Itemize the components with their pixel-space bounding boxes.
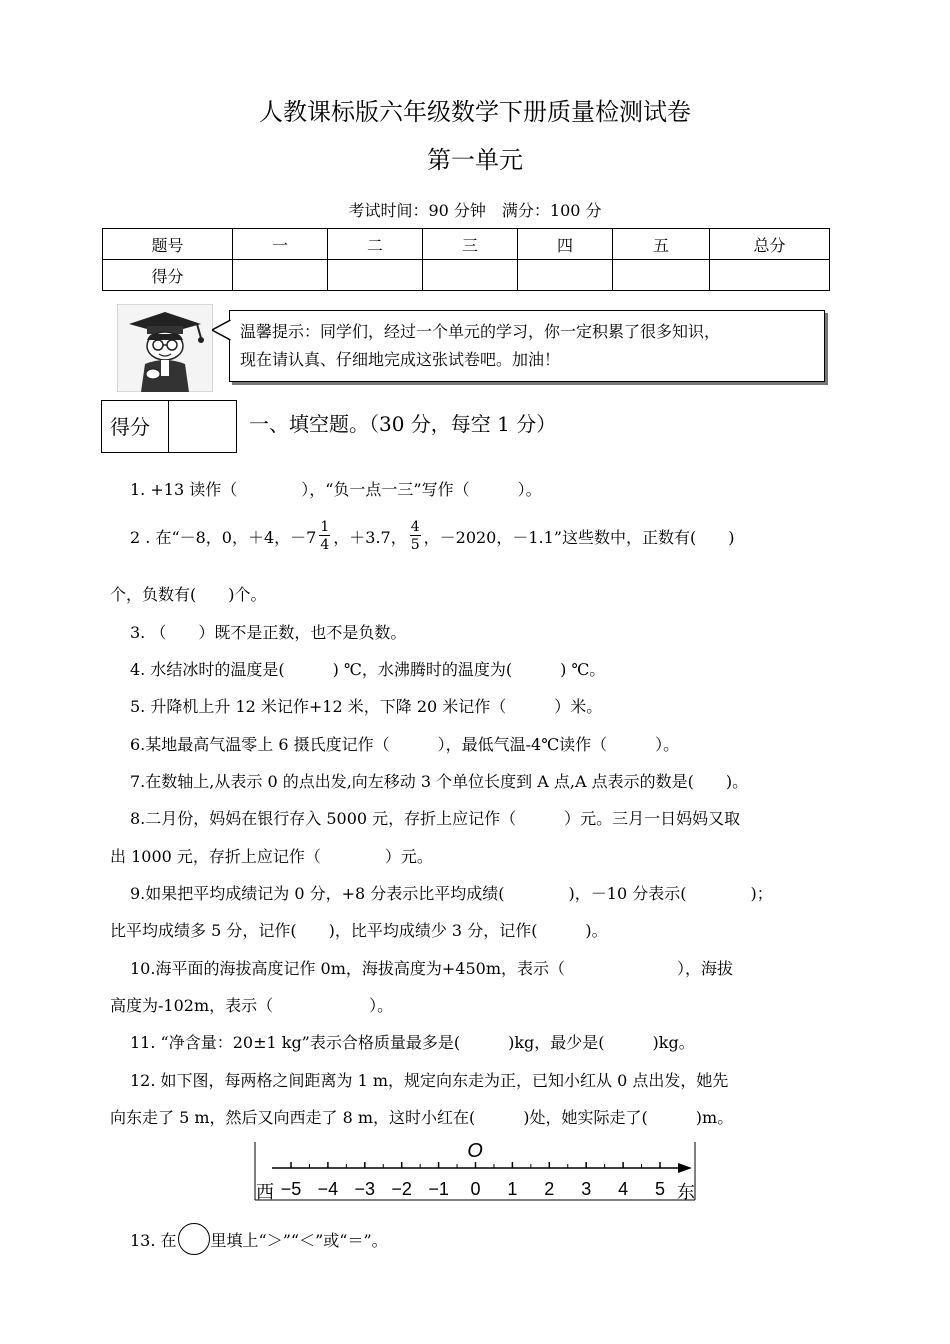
tip-line-2: 现在请认真、仔细地完成这张试卷吧。加油！ <box>240 350 561 369</box>
score-cell[interactable] <box>518 260 613 291</box>
header-cell: 五 <box>613 229 710 260</box>
header-cell: 四 <box>518 229 613 260</box>
tip-line-1: 温馨提示：同学们，经过一个单元的学习，你一定积累了很多知识， <box>240 322 721 341</box>
score-table-header-row <box>103 229 830 260</box>
score-cell[interactable] <box>710 260 830 291</box>
arrow-right-icon <box>678 1163 692 1173</box>
question-1: 1. +13 读作（ ），“负一点一三”写作（ ）。 <box>130 480 542 499</box>
question-3: 3. （ ）既不是正数，也不是负数。 <box>130 623 407 642</box>
section-title: 一、填空题。（30 分，每空 1 分） <box>249 412 557 436</box>
question-10: 10.海平面的海拔高度记作 0m，海拔高度为+450m，表示（ ），海拔 <box>130 959 734 978</box>
number-line-tick-label: 2 <box>544 1179 555 1199</box>
question-8: 8.二月份，妈妈在银行存入 5000 元，存折上应记作（ ）元。三月一日妈妈又取 <box>130 809 741 828</box>
question-10-continued: 高度为-102m，表示（ ）。 <box>110 996 394 1015</box>
q2-fraction-2: $\frac{4}{5}$ <box>410 519 420 553</box>
section-score-label: 得分 <box>110 415 150 439</box>
exam-info: 考试时间：90 分钟 满分：100 分 <box>348 201 602 220</box>
origin-label: O <box>467 1140 483 1162</box>
west-label: 西 <box>256 1182 274 1203</box>
section-score-box <box>101 400 237 453</box>
section-score-input[interactable] <box>169 401 236 452</box>
number-line-tick-label: −2 <box>391 1179 412 1199</box>
question-2 <box>130 512 734 560</box>
number-line-tick-label: −1 <box>428 1179 449 1199</box>
question-12: 12. 如下图，每两格之间距离为 1 m，规定向东走为正，已知小红从 0 点出发，她先 <box>130 1071 729 1090</box>
question-7: 7.在数轴上,从表示 0 的点出发,向左移动 3 个单位长度到 A 点,A 点表示的数是( )。 <box>130 772 749 791</box>
graduate-cartoon-icon <box>117 304 213 392</box>
east-label: 东 <box>677 1182 695 1203</box>
number-line <box>254 1138 696 1204</box>
unit-subtitle: 第一单元 <box>427 146 523 174</box>
question-2-continued: 个，负数有( )个。 <box>110 585 267 604</box>
q2-text-b: ，＋3.7， <box>333 527 407 547</box>
header-cell: 三 <box>423 229 518 260</box>
tip-box <box>229 310 825 382</box>
score-cell[interactable] <box>233 260 328 291</box>
question-4: 4. 水结冰时的温度是( ) ℃，水沸腾时的温度为( ) ℃。 <box>130 660 606 679</box>
number-line-tick-label: 5 <box>654 1179 666 1199</box>
question-11: 11. “净含量：20±1 kg”表示合格质量最多是( )kg，最少是( )kg。 <box>130 1033 695 1052</box>
q13-text-a: 13. 在 <box>130 1230 177 1250</box>
number-line-tick-label: 4 <box>618 1179 629 1199</box>
q2-fraction-1: $\frac{1}{4}$ <box>320 519 330 553</box>
header-cell: 一 <box>233 229 328 260</box>
number-line-tick-label: 3 <box>581 1179 592 1199</box>
exam-title: 人教课标版六年级数学下册质量检测试卷 <box>259 98 691 126</box>
score-cell[interactable] <box>613 260 710 291</box>
q2-text-c: ，－2020，－1.1”这些数中，正数有( ) <box>423 527 735 547</box>
score-table <box>102 228 830 291</box>
score-table-score-row <box>103 260 830 291</box>
header-cell: 总分 <box>710 229 830 260</box>
row-label: 得分 <box>103 260 233 291</box>
number-line-tick-label: 1 <box>507 1179 518 1199</box>
score-cell[interactable] <box>328 260 423 291</box>
header-cell: 题号 <box>103 229 233 260</box>
speech-pointer-icon <box>212 318 231 344</box>
question-12-continued: 向东走了 5 m，然后又向西走了 8 m，这时小红在( )处，她实际走了( )m。 <box>110 1108 734 1127</box>
question-5: 5. 升降机上升 12 米记作+12 米，下降 20 米记作（ ）米。 <box>130 697 603 716</box>
number-line-tick-label: 0 <box>470 1179 481 1199</box>
question-8-continued: 出 1000 元，存折上应记作（ ）元。 <box>110 847 433 866</box>
q13-text-b: 里填上“＞”“＜”或“＝”。 <box>210 1230 388 1250</box>
number-line-tick-label: −4 <box>317 1179 339 1199</box>
score-cell[interactable] <box>423 260 518 291</box>
question-9-continued: 比平均成绩多 5 分，记作( )，比平均成绩少 3 分，记作( )。 <box>110 921 608 940</box>
question-6: 6.某地最高气温零上 6 摄氏度记作（ ），最低气温-4℃读作（ ）。 <box>130 735 680 754</box>
q2-text-a: 2 . 在“－8，0，＋4，－7 <box>130 527 317 547</box>
comparison-circle-input[interactable] <box>178 1223 210 1255</box>
number-line-tick-label: −5 <box>280 1179 302 1199</box>
number-line-tick-label: −3 <box>354 1179 376 1199</box>
question-9: 9.如果把平均成绩记为 0 分，+8 分表示比平均成绩( )，－10 分表示( )； <box>130 884 773 903</box>
header-cell: 二 <box>328 229 423 260</box>
question-13 <box>130 1222 388 1256</box>
